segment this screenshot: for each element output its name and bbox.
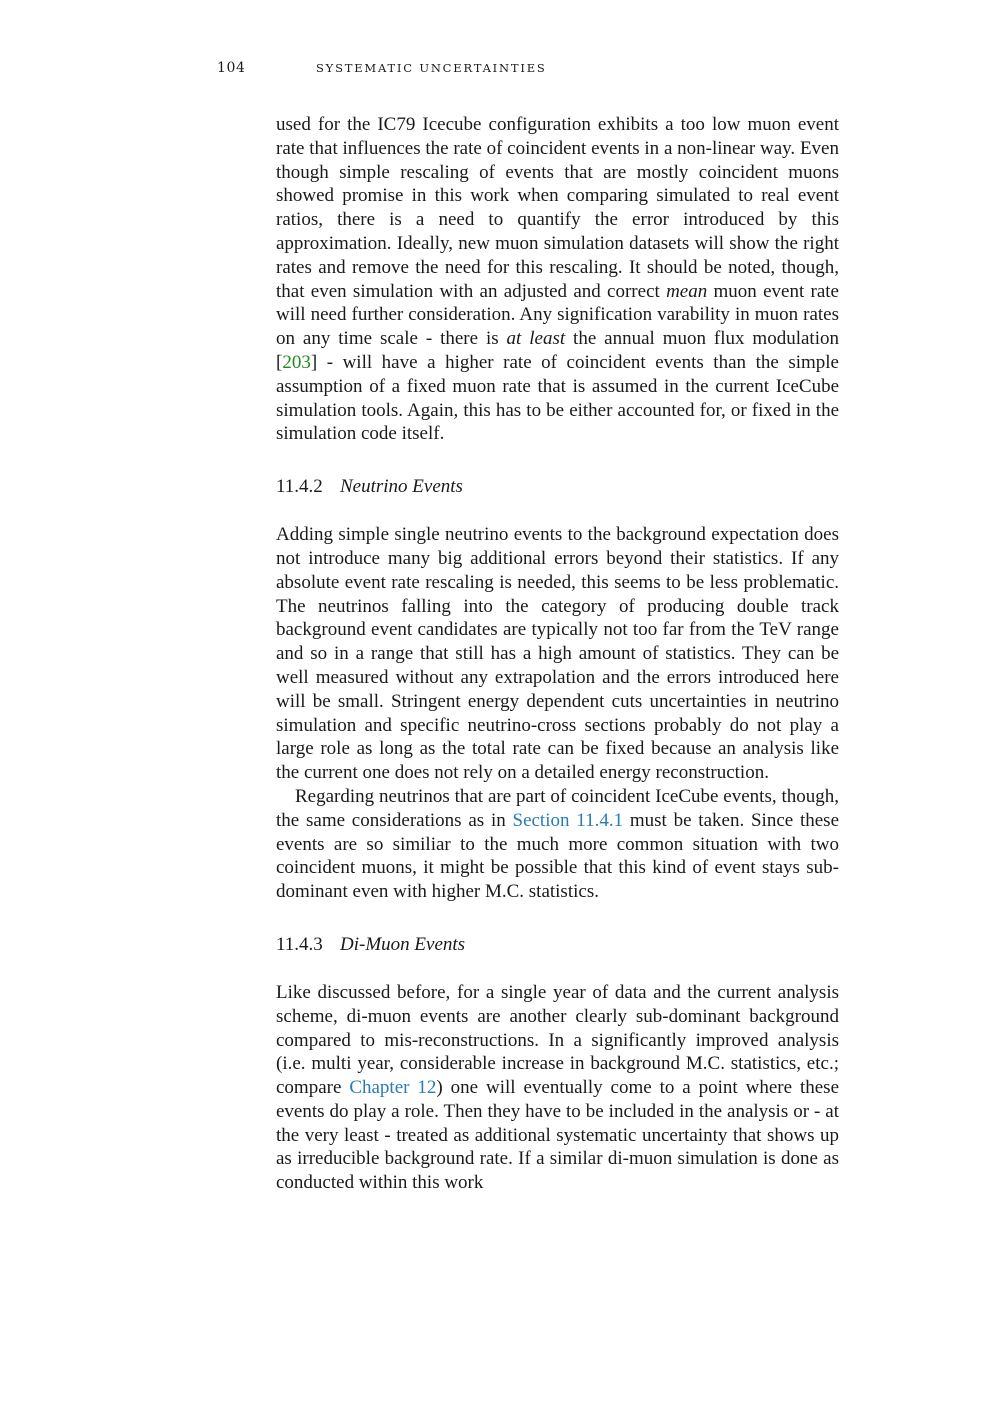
running-chapter-title: SYSTEMATIC UNCERTAINTIES xyxy=(316,61,547,75)
emphasis-mean: mean xyxy=(666,280,708,302)
subsection-title: Neutrino Events xyxy=(340,476,463,498)
running-head xyxy=(217,60,847,80)
citation-link[interactable]: 203 xyxy=(282,351,311,373)
paragraph-continued xyxy=(276,113,839,446)
subsection-number: 11.4.3 xyxy=(276,933,323,955)
subsection-heading-neutrino-events xyxy=(276,475,839,499)
section-cross-reference-link[interactable]: Section 11.4.1 xyxy=(512,809,624,831)
chapter-cross-reference-link[interactable]: Chapter 12 xyxy=(349,1077,437,1099)
text-run: Regarding neutrinos that are part of coincident IceCube events, though, the same considerations as in xyxy=(276,785,839,831)
text-run: Like discussed before, for a single year of data and the current analysis scheme, di-muon events are another clearly sub-dominant background compared to mis-reconstructions. In a significantly improved analysis (i.e. multi year, considerable increase in background M.C. statistics, etc.; compare xyxy=(276,981,839,1099)
text-run: used for the IC79 Icecube configuration exhibits a too low muon event rate that influences the rate of coincident events in a non-linear way. Even though simple rescaling of events that are mostly coincident muons showed promise in this work when comparing simulated to real event ratios, there is a need to quantify the error introduced by this approximation. Ideally, new muon simulation datasets will show the right rates and remove the need for this rescaling. It should be noted, though, that even simulation with an adjusted and correct xyxy=(276,114,839,302)
page-number: 104 xyxy=(217,60,246,76)
text-run: the annual muon flux modulation [ xyxy=(276,328,839,373)
text-run: muon event rate will need further consideration. Any signification varability in muon rates on any time scale - there is xyxy=(276,280,839,350)
paragraph xyxy=(276,785,839,904)
text-run: must be taken. Since these events are so similiar to the much more common situation with two coincident muons, it might be possible that this kind of event stays sub-dominant even with higher M.C. statistics. xyxy=(276,809,840,903)
subsection-number: 11.4.2 xyxy=(276,476,323,498)
text-run: ) one will eventually come to a point where these events do play a role. Then they have to be included in the analysis or - at the very least - treated as additional systematic uncertainty that shows up as irreducible background rate. If a similar di-muon simulation is done as conducted within this work xyxy=(276,1077,839,1194)
text-run: ] - will have a higher rate of coincident events than the simple assumption of a fixed muon rate that is assumed in the current IceCube simulation tools. Again, this has to be either accounted for, or fixed in the simulation code itself. xyxy=(276,351,839,445)
emphasis-at-least: at least xyxy=(506,328,566,350)
paragraph xyxy=(276,981,839,1195)
paragraph: Adding simple single neutrino events to the background expectation does not introduce many big additional errors beyond their statistics. If any absolute event rate rescaling is needed, this seems to be less problematic. The neutrinos falling into the category of producing double track background event candidates are typically not too far from the TeV range and so in a range that still has a high amount of statistics. They can be well measured without any extrapolation and the errors introduced here will be small. Stringent energy dependent cuts uncertainties in neutrino simulation and specific neutrino-cross sections probably do not play a large role as long as the total rate can be fixed because an analysis like the current one does not rely on a detailed energy reconstruction. xyxy=(276,524,839,784)
page-body xyxy=(276,113,839,1195)
subsection-heading-di-muon-events xyxy=(276,933,839,957)
subsection-title: Di-Muon Events xyxy=(340,933,466,955)
